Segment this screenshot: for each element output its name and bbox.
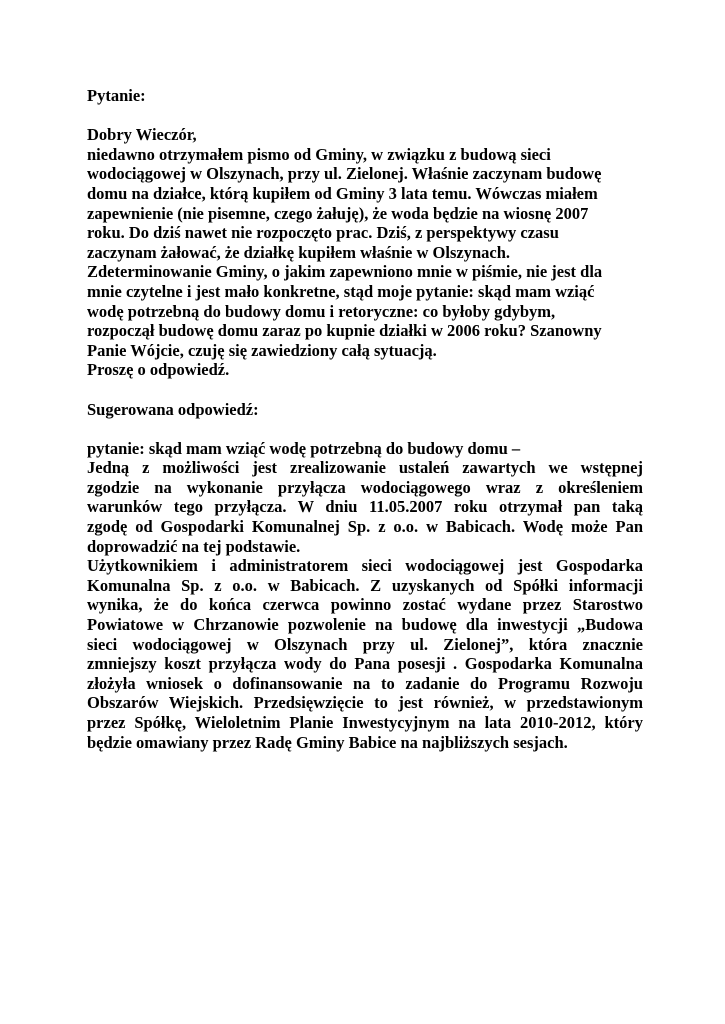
spacer	[87, 106, 643, 126]
answer-heading: Sugerowana odpowiedź:	[87, 399, 259, 419]
question-line: Zdeterminowanie Gminy, o jakim zapewniono mnie w piśmie, nie jest dla	[87, 262, 603, 282]
question-line: Panie Wójcie, czuję się zawiedziony całą sytuacją.	[87, 340, 437, 360]
answer-p1-line: doprowadzić na tej podstawie.	[87, 536, 301, 556]
question-line: rozpoczął budowę domu zaraz po kupnie działki w 2006 roku? Szanowny	[87, 321, 602, 341]
answer-p2-line: złożyła wniosek o dofinansowanie na to zadanie do Programu Rozwoju	[87, 673, 643, 693]
question-line: roku. Do dziś nawet nie rozpoczęto prac. Dziś, z perspektywy czasu	[87, 223, 559, 243]
question-line: wodociągowej w Olszynach, przy ul. Zielonej. Właśnie zaczynam budowę	[87, 164, 602, 184]
answer-p2-line: wynika, że do końca czerwca powinno zostać wydane przez Starostwo	[87, 595, 643, 615]
document-page	[87, 86, 643, 752]
answer-p2-line: Obszarów Wiejskich. Przedsięwzięcie to jest również, w przedstawionym	[87, 693, 643, 713]
question-line: Proszę o odpowiedź.	[87, 360, 230, 380]
answer-p1-line: zgodę od Gospodarki Komunalnej Sp. z o.o. w Babicach. Wodę może Pan	[87, 517, 643, 537]
answer-p2-line: Użytkownikiem i administratorem sieci wodociągowej jest Gospodarka	[87, 556, 643, 576]
question-line: mnie czytelne i jest mało konkretne, stąd moje pytanie: skąd mam wziąć	[87, 281, 595, 301]
question-line: wodę potrzebną do budowy domu i retoryczne: co byłoby gdybym,	[87, 301, 556, 321]
answer-p2-line: przez Spółkę, Wieloletnim Planie Inwestycyjnym na lata 2010-2012, który	[87, 713, 643, 732]
spacer	[87, 419, 643, 439]
answer-p1-line: Jedną z możliwości jest zrealizowanie ustaleń zawartych we wstępnej	[87, 458, 643, 478]
question-line: zapewnienie (nie pisemne, czego żałuję), że woda będzie na wiosnę 2007	[87, 203, 589, 223]
answer-p2-line: sieci wodociągowej w Olszynach przy ul. Zielonej”, która znacznie	[87, 634, 643, 654]
answer-body	[87, 439, 643, 753]
answer-p2-line: będzie omawiany przez Radę Gminy Babice na najbliższych sesjach.	[87, 732, 568, 752]
answer-topic: pytanie: skąd mam wziąć wodę potrzebną do budowy domu –	[87, 438, 521, 458]
answer-p1-line: warunków tego przyłącza. W dniu 11.05.2007 roku otrzymał pan taką	[87, 497, 643, 517]
question-line: zaczynam żałować, że działkę kupiłem właśnie w Olszynach.	[87, 242, 511, 262]
question-greeting: Dobry Wieczór,	[87, 125, 197, 145]
question-body	[87, 125, 643, 380]
question-line: niedawno otrzymałem pismo od Gminy, w związku z budową sieci	[87, 144, 551, 164]
question-heading: Pytanie:	[87, 86, 146, 105]
answer-p1-line: zgodzie na wykonanie przyłącza wodociągowego wraz z określeniem	[87, 477, 643, 497]
question-line: domu na działce, którą kupiłem od Gminy 3 lata temu. Wówczas miałem	[87, 183, 598, 203]
answer-p2-line: zmniejszy koszt przyłącza wody do Pana posesji . Gospodarka Komunalna	[87, 654, 643, 674]
spacer	[87, 380, 643, 400]
answer-p2-line: Powiatowe w Chrzanowie pozwolenie na budowę dla inwestycji „Budowa	[87, 615, 643, 635]
answer-p2-line: Komunalna Sp. z o.o. w Babicach. Z uzyskanych od Spółki informacji	[87, 575, 643, 595]
